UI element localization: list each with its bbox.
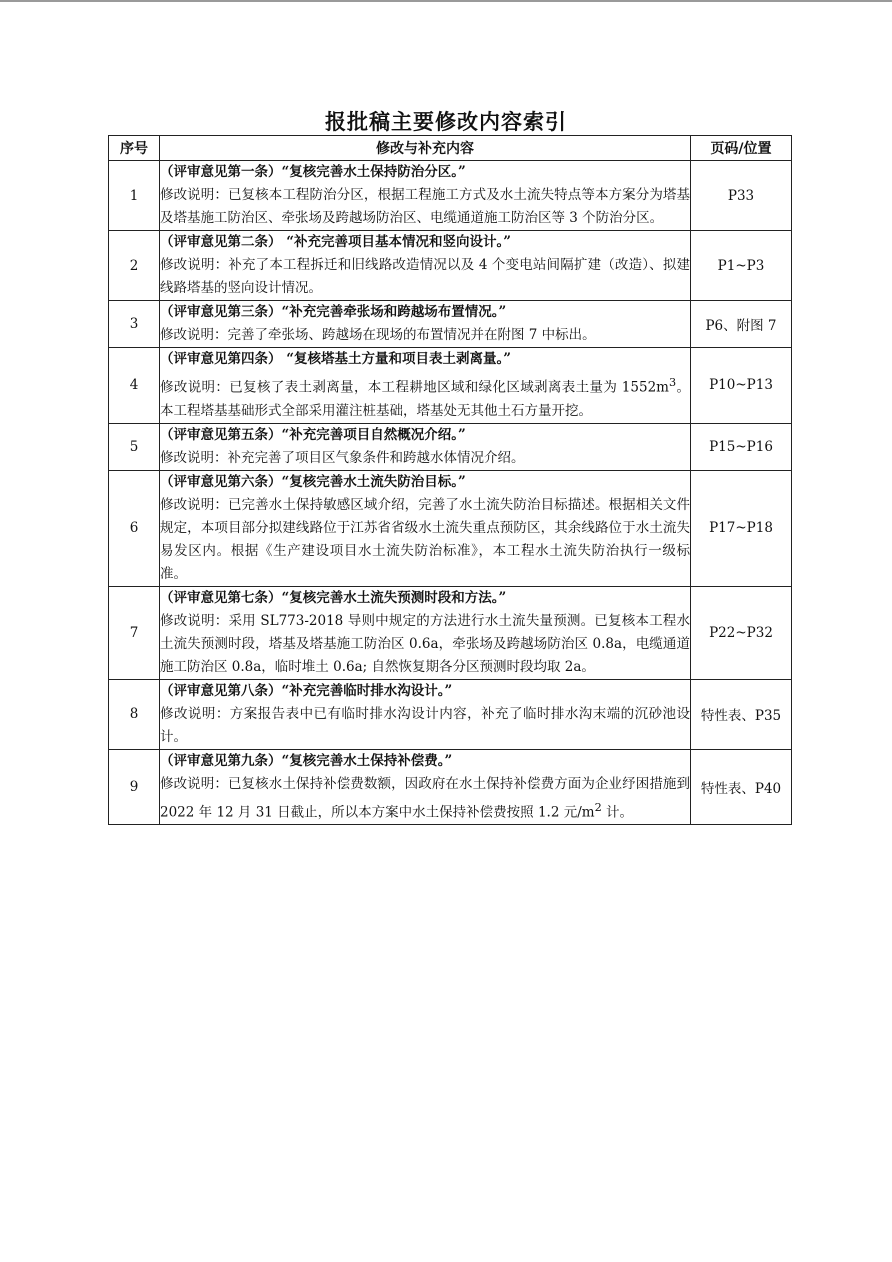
row-description: 修改说明：补充了本工程拆迁和旧线路改造情况以及 4 个变电站间隔扩建（改造）、拟建线路塔基的竖向设计情况。 <box>160 257 690 296</box>
row-description-text: 计。 <box>601 804 634 820</box>
header-page: 页码/位置 <box>691 136 792 161</box>
row-content <box>160 749 691 825</box>
row-page: P33 <box>691 161 792 231</box>
revision-index-table <box>108 135 792 825</box>
row-heading: （评审意见第七条）“复核完善水土流失预测时段和方法。” <box>160 589 507 606</box>
row-description: 修改说明：采用 SL773-2018 导则中规定的方法进行水土流失量预测。已复核本工程水土流失预测时段，塔基及塔基施工防治区 0.6a，牵张场及跨越场防治区 0.8a，电缆通道施工防治区 0.8a，临时堆土 0.6a; 自然恢复期各分区预测时段均取 2a。 <box>160 612 690 675</box>
row-heading: （评审意见第一条）“复核完善水土保持防治分区。” <box>160 164 466 180</box>
row-no: 2 <box>109 231 160 301</box>
row-description-text: 。本工程塔基基础形式全部采用灌注桩基础，塔基处无其他土石方量开挖。 <box>160 379 691 419</box>
superscript: 2 <box>594 800 602 814</box>
row-content <box>160 161 691 231</box>
row-heading: （评审意见第六条）“复核完善水土流失防治目标。” <box>160 473 466 490</box>
row-page: 特性表、P35 <box>691 679 792 749</box>
table-header-row <box>109 136 792 161</box>
row-page: 特性表、P40 <box>691 749 792 825</box>
row-content <box>160 301 691 348</box>
row-heading: （评审意见第四条） “复核塔基土方量和项目表土剥离量。” <box>160 351 511 367</box>
row-description: 修改说明：补充完善了项目区气象条件和跨越水体情况介绍。 <box>160 449 525 466</box>
row-description-text: 修改说明：已复核水土保持补偿费数额，因政府在水土保持补偿费方面为企业纾困措施到 2022 年 12 月 31 日截止，所以本方案中水土保持补偿费按照 1.2 元/m <box>160 775 690 820</box>
row-no: 7 <box>109 586 160 679</box>
header-no: 序号 <box>109 136 160 161</box>
page-top-border <box>0 0 892 2</box>
table-row <box>109 301 792 348</box>
row-heading: （评审意见第三条）“补充完善牵张场和跨越场布置情况。” <box>160 304 507 320</box>
row-content <box>160 423 691 470</box>
row-heading: （评审意见第八条）“补充完善临时排水沟设计。” <box>160 682 453 699</box>
row-description: 修改说明：完善了牵张场、跨越场在现场的布置情况并在附图 7 中标出。 <box>160 327 596 343</box>
row-description-text: 修改说明：已复核了表土剥离量，本工程耕地区域和绿化区域剥离表土量为 1552m <box>160 379 669 396</box>
row-content <box>160 231 691 301</box>
table-row <box>109 586 792 679</box>
row-page: P17~P18 <box>691 470 792 586</box>
row-page: P1~P3 <box>691 231 792 301</box>
table-row <box>109 423 792 470</box>
row-heading: （评审意见第二条） “补充完善项目基本情况和竖向设计。” <box>160 234 511 250</box>
row-no: 1 <box>109 161 160 231</box>
table-row <box>109 679 792 749</box>
row-no: 5 <box>109 423 160 470</box>
row-page: P6、附图 7 <box>691 301 792 348</box>
row-content <box>160 348 691 424</box>
row-no: 6 <box>109 470 160 586</box>
table-row <box>109 749 792 825</box>
superscript: 3 <box>668 376 677 389</box>
table-row <box>109 348 792 424</box>
row-content <box>160 586 691 679</box>
row-description: 修改说明：方案报告表中已有临时排水沟设计内容，补充了临时排水沟末端的沉砂池设计。 <box>160 705 690 745</box>
row-no: 4 <box>109 348 160 424</box>
row-heading: （评审意见第九条）“复核完善水土保持补偿费。” <box>160 752 453 769</box>
row-content <box>160 470 691 586</box>
document-title: 报批稿主要修改内容索引 <box>325 109 567 134</box>
row-no: 9 <box>109 749 160 825</box>
header-content: 修改与补充内容 <box>160 136 691 161</box>
row-heading: （评审意见第五条）“补充完善项目自然概况介绍。” <box>160 426 466 443</box>
row-page: P22~P32 <box>691 586 792 679</box>
row-description <box>160 371 690 423</box>
row-page: P10~P13 <box>691 348 792 424</box>
table-row <box>109 231 792 301</box>
table-row <box>109 470 792 586</box>
row-description: 修改说明：已复核本工程防治分区，根据工程施工方式及水土流失特点等本方案分为塔基及塔基施工防治区、牵张场及跨越场防治区、电缆通道施工防治区等 3 个防治分区。 <box>160 187 690 226</box>
row-content <box>160 679 691 749</box>
row-page: P15~P16 <box>691 423 792 470</box>
row-description <box>160 773 690 825</box>
row-description: 修改说明：已完善水土保持敏感区域介绍，完善了水土流失防治目标描述。根据相关文件规定，本项目部分拟建线路位于江苏省省级水土流失重点预防区，其余线路位于水土流失易发区内。根据《生产建设项目水土流失防治标准》，本工程水土流失防治执行一级标准。 <box>160 496 690 582</box>
row-no: 8 <box>109 679 160 749</box>
row-no: 3 <box>109 301 160 348</box>
table-row <box>109 161 792 231</box>
